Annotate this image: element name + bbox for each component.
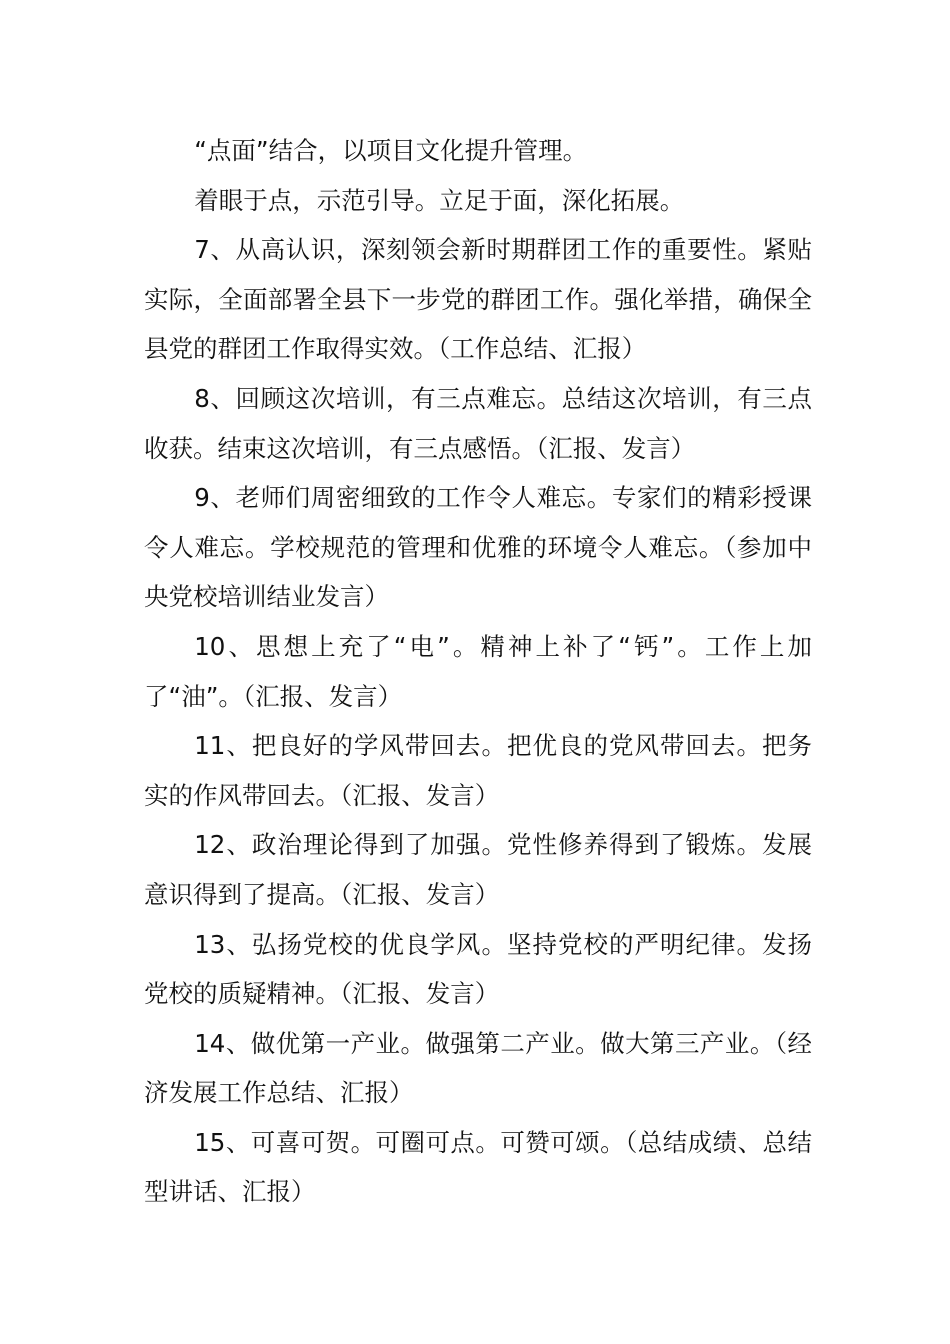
paragraph-item-14: 14、做优第一产业。做强第二产业。做大第三产业。（经济发展工作总结、汇报）	[144, 1028, 812, 1108]
paragraph-focus-point: 着眼于点，示范引导。立足于面，深化拓展。	[194, 185, 685, 215]
paragraph-point-surface: “点面”结合，以项目文化提升管理。	[194, 136, 588, 165]
document-body	[144, 126, 812, 1217]
paragraph-item-12: 12、政治理论得到了加强。党性修养得到了锻炼。发展意识得到了提高。（汇报、发言）	[144, 830, 812, 909]
paragraph-item-7: 7、从高认识，深刻领会新时期群团工作的重要性。紧贴实际，全面部署全县下一步党的群团工作。强化举措，确保全县党的群团工作取得实效。（工作总结、汇报）	[144, 235, 812, 364]
paragraph-item-9: 9、老师们周密细致的工作令人难忘。专家们的精彩授课令人难忘。学校规范的管理和优雅的环境令人难忘。（参加中央党校培训结业发言）	[144, 483, 812, 612]
paragraph-item-11: 11、把良好的学风带回去。把优良的党风带回去。把务实的作风带回去。（汇报、发言）	[144, 731, 812, 810]
paragraph-item-10: 10、思想上充了“电”。精神上补了“钙”。工作上加了“油”。（汇报、发言）	[144, 631, 812, 711]
paragraph-item-8: 8、回顾这次培训，有三点难忘。总结这次培训，有三点收获。结束这次培训，有三点感悟。（汇报、发言）	[144, 383, 812, 463]
paragraph-item-13: 13、弘扬党校的优良学风。坚持党校的严明纪律。发扬党校的质疑精神。（汇报、发言）	[144, 929, 812, 1009]
paragraph-item-15: 15、可喜可贺。可圈可点。可赞可颂。（总结成绩、总结型讲话、汇报）	[144, 1127, 812, 1207]
